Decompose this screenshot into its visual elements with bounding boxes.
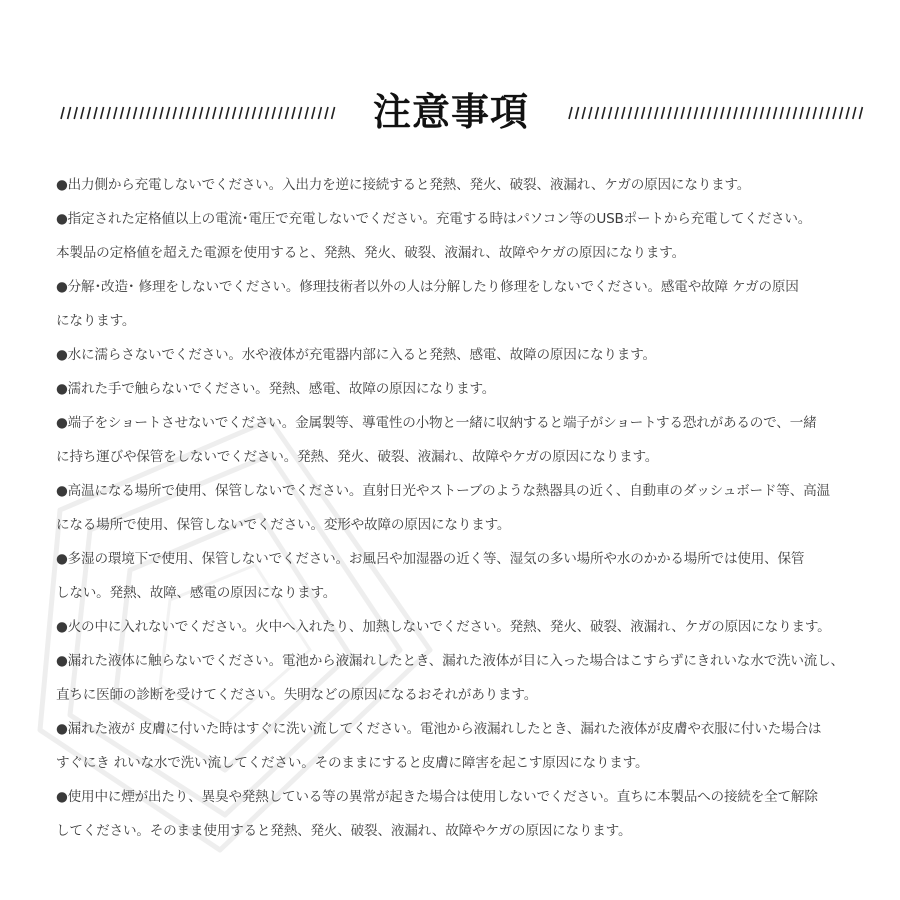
caution-text: ●分解･改造･ 修理をしないでください。修理技術者以外の人は分解したり修理をしないでください。感電や故障 ケガの原因 (56, 279, 799, 295)
hatch-stroke (299, 107, 302, 119)
hatch-stroke (569, 107, 572, 119)
hatch-stroke (279, 107, 282, 119)
hatch-stroke (760, 107, 763, 119)
hatch-stroke (602, 107, 605, 119)
hatch-stroke (800, 107, 803, 119)
hatch-stroke (767, 107, 770, 119)
hatch-stroke (859, 107, 862, 119)
caution-item (56, 168, 856, 202)
caution-item (56, 338, 856, 372)
hatch-stroke (846, 107, 849, 119)
hatch-stroke (180, 107, 183, 119)
hatch-stroke (747, 107, 750, 119)
hatch-stroke (793, 107, 796, 119)
hatch-stroke (259, 107, 262, 119)
hatch-stroke (661, 107, 664, 119)
hatch-stroke (701, 107, 704, 119)
caution-item (56, 610, 856, 644)
hatch-stroke (635, 107, 638, 119)
hatch-stroke (219, 107, 222, 119)
right-hatch-decoration (566, 105, 864, 121)
caution-text: ●指定された定格値以上の電流･電圧で充電しないでください。充電する時はパソコン等のUSBポートから充電してください。 (56, 211, 812, 227)
hatch-stroke (609, 107, 612, 119)
hatch-stroke (318, 107, 321, 119)
caution-text: ●使用中に煙が出たり、異臭や発熱している等の異常が起きた場合は使用しないでください。直ちに本製品への接続を全て解除 (56, 789, 818, 805)
hatch-stroke (160, 107, 163, 119)
caution-item (56, 644, 856, 712)
hatch-stroke (114, 107, 117, 119)
hatch-stroke (285, 107, 288, 119)
left-hatch-decoration (58, 105, 336, 121)
hatch-stroke (708, 107, 711, 119)
hatch-stroke (173, 107, 176, 119)
hatch-stroke (233, 107, 236, 119)
hatch-stroke (642, 107, 645, 119)
hatch-stroke (807, 107, 810, 119)
hatch-stroke (694, 107, 697, 119)
caution-item (56, 270, 856, 338)
hatch-stroke (688, 107, 691, 119)
caution-text: 本製品の定格値を超えた電源を使用すると、発熱、発火、破裂、液漏れ、故障やケガの原因になります。 (56, 245, 685, 261)
hatch-stroke (727, 107, 730, 119)
hatch-stroke (107, 107, 110, 119)
hatch-stroke (200, 107, 203, 119)
hatch-stroke (239, 107, 242, 119)
caution-text: 直ちに医師の診断を受けてください。失明などの原因になるおそれがあります。 (56, 687, 538, 703)
caution-text: してください。そのまま使用すると発熱、発火、破裂、液漏れ、故障やケガの原因になります。 (56, 823, 632, 839)
hatch-stroke (186, 107, 189, 119)
hatch-stroke (332, 107, 335, 119)
hatch-stroke (312, 107, 315, 119)
hatch-stroke (272, 107, 275, 119)
hatch-stroke (774, 107, 777, 119)
caution-item (56, 712, 856, 780)
hatch-stroke (266, 107, 269, 119)
hatch-stroke (648, 107, 651, 119)
hatch-stroke (193, 107, 196, 119)
hatch-stroke (576, 107, 579, 119)
hatch-stroke (94, 107, 97, 119)
header (0, 84, 900, 140)
hatch-stroke (167, 107, 170, 119)
caution-text: ●出力側から充電しないでください。入出力を逆に接続すると発熱、発火、破裂、液漏れ、ケガの原因になります。 (56, 177, 751, 193)
hatch-stroke (127, 107, 130, 119)
hatch-stroke (628, 107, 631, 119)
hatch-stroke (721, 107, 724, 119)
caution-text: ●漏れた液体に触らないでください。電池から液漏れしたとき、漏れた液体が目に入った場合はこすらずにきれいな水で洗い流し、 (56, 653, 844, 669)
hatch-stroke (754, 107, 757, 119)
caution-item (56, 542, 856, 610)
hatch-stroke (833, 107, 836, 119)
caution-text: になります。 (56, 313, 136, 329)
caution-item (56, 406, 856, 474)
caution-item (56, 372, 856, 406)
hatch-stroke (840, 107, 843, 119)
caution-list (56, 168, 856, 848)
hatch-stroke (101, 107, 104, 119)
hatch-stroke (305, 107, 308, 119)
hatch-stroke (820, 107, 823, 119)
hatch-stroke (595, 107, 598, 119)
hatch-stroke (675, 107, 678, 119)
caution-text: ●濡れた手で触らないでください。発熱、感電、故障の原因になります。 (56, 381, 496, 397)
caution-text: ●水に濡らさないでください。水や液体が充電器内部に入ると発熱、感電、故障の原因になります。 (56, 347, 656, 363)
hatch-stroke (741, 107, 744, 119)
caution-text: に持ち運びや保管をしないでください。発熱、発火、破裂、液漏れ、故障やケガの原因になります。 (56, 449, 659, 465)
hatch-stroke (74, 107, 77, 119)
caution-text: ●端子をショートさせないでください。金属製等、導電性の小物と一緒に収納すると端子がショートする恐れがあるので、一緒 (56, 415, 817, 431)
hatch-stroke (134, 107, 137, 119)
page-title: 注意事項 (372, 90, 529, 134)
hatch-stroke (153, 107, 156, 119)
hatch-stroke (813, 107, 816, 119)
hatch-stroke (226, 107, 229, 119)
hatch-stroke (714, 107, 717, 119)
caution-text: になる場所で使用、保管しないでください。変形や故障の原因になります。 (56, 517, 511, 533)
caution-text: しない。発熱、故障、感電の原因になります。 (56, 585, 337, 601)
hatch-stroke (81, 107, 84, 119)
hatch-stroke (292, 107, 295, 119)
caution-item (56, 202, 856, 270)
hatch-stroke (206, 107, 209, 119)
hatch-stroke (246, 107, 249, 119)
hatch-stroke (615, 107, 618, 119)
hatch-stroke (252, 107, 255, 119)
hatch-stroke (681, 107, 684, 119)
hatch-stroke (61, 107, 64, 119)
hatch-stroke (668, 107, 671, 119)
hatch-stroke (780, 107, 783, 119)
caution-text: ●火の中に入れないでください。火中へ入れたり、加熱しないでください。発熱、発火、破裂、液漏れ、ケガの原因になります。 (56, 619, 831, 635)
hatch-stroke (826, 107, 829, 119)
hatch-stroke (213, 107, 216, 119)
caution-text: ●高温になる場所で使用、保管しないでください。直射日光やストーブのような熱器具の近く、自動車のダッシュボード等、高温 (56, 483, 830, 499)
hatch-stroke (68, 107, 71, 119)
caution-item (56, 474, 856, 542)
hatch-stroke (853, 107, 856, 119)
hatch-stroke (147, 107, 150, 119)
caution-text: ●漏れた液が 皮膚に付いた時はすぐに洗い流してください。電池から液漏れしたとき、漏れた液体が皮膚や衣服に付いた場合は (56, 721, 822, 737)
hatch-stroke (589, 107, 592, 119)
caution-text: ●多湿の環境下で使用、保管しないでください。お風呂や加湿器の近く等、湿気の多い場所や水のかかる場所では使用、保管 (56, 551, 805, 567)
hatch-stroke (140, 107, 143, 119)
caution-item (56, 780, 856, 848)
hatch-stroke (655, 107, 658, 119)
hatch-stroke (87, 107, 90, 119)
hatch-stroke (622, 107, 625, 119)
hatch-stroke (787, 107, 790, 119)
hatch-stroke (325, 107, 328, 119)
hatch-stroke (120, 107, 123, 119)
hatch-stroke (582, 107, 585, 119)
hatch-stroke (734, 107, 737, 119)
caution-text: すぐにき れいな水で洗い流してください。そのままにすると皮膚に障害を起こす原因になります。 (56, 755, 649, 771)
